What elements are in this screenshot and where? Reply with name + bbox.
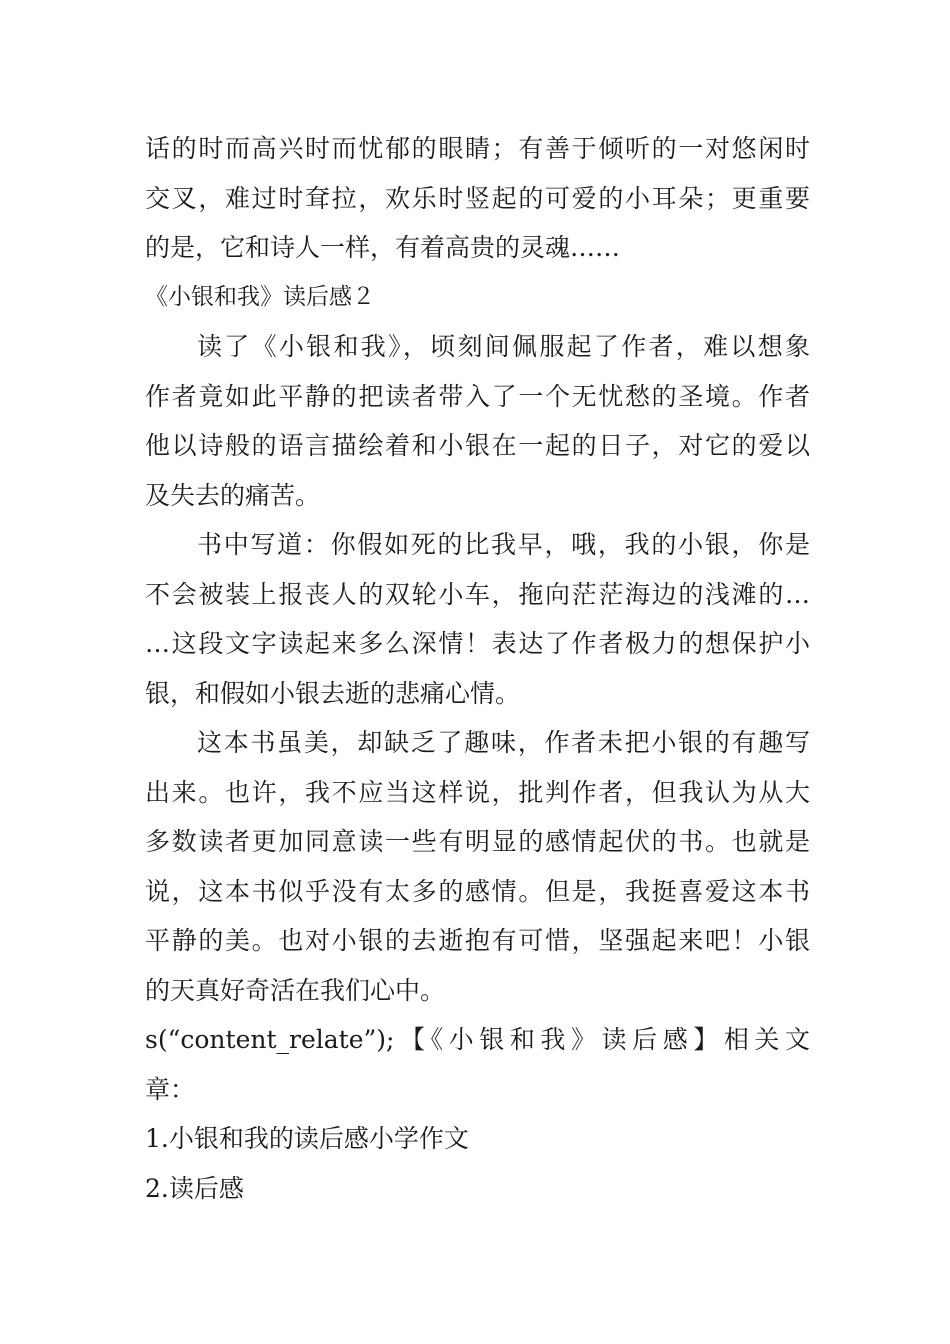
related-articles-heading: s(“content_relate”);【《小银和我》读后感】相关文 (145, 1025, 810, 1054)
paragraph-line: 这本书虽美，却缺乏了趣味，作者未把小银的有趣写 (197, 728, 810, 757)
paragraph-line: 的是，它和诗人一样，有着高贵的灵魂…… (145, 233, 621, 262)
paragraph-line: 不会被装上报丧人的双轮小车，拖向茫茫海边的浅滩的… (145, 579, 810, 609)
related-article-link[interactable]: 2.读后感 (145, 1173, 244, 1203)
paragraph-line: 话的时而高兴时而忧郁的眼睛；有善于倾听的一对悠闲时 (145, 134, 810, 163)
related-article-link[interactable]: 1.小银和我的读后感小学作文 (145, 1124, 469, 1153)
paragraph-line: 及失去的痛苦。 (145, 480, 321, 510)
paragraph-line: 作者竟如此平静的把读者带入了一个无忧愁的圣境。作者 (145, 381, 810, 411)
paragraph-line: 交叉，难过时耷拉，欢乐时竖起的可爱的小耳朵；更重要 (145, 183, 810, 213)
section-title: 《小银和我》读后感２ (145, 283, 375, 310)
paragraph-line: 书中写道：你假如死的比我早，哦，我的小银，你是 (197, 530, 810, 559)
paragraph-line: 读了《小银和我》，顷刻间佩服起了作者，难以想象 (197, 332, 810, 361)
paragraph-line: 出来。也许，我不应当这样说，批判作者，但我认为从大 (145, 777, 810, 807)
paragraph-line: 平静的美。也对小银的去逝抱有可惜，坚强起来吧！小银 (145, 926, 810, 955)
paragraph-line: 说，这本书似乎没有太多的感情。但是，我挺喜爱这本书 (145, 876, 810, 906)
paragraph-line: 银，和假如小银去逝的悲痛心情。 (145, 678, 521, 708)
paragraph-line: 多数读者更加同意读一些有明显的感情起伏的书。也就是 (145, 827, 810, 856)
document-page (145, 124, 810, 1213)
related-articles-heading-cont: 章： (145, 1074, 196, 1104)
paragraph-line: 他以诗般的语言描绘着和小银在一起的日子，对它的爱以 (145, 431, 810, 460)
paragraph-line: …这段文字读起来多么深情！表达了作者极力的想保护小 (145, 629, 810, 658)
paragraph-line: 的天真好奇活在我们心中。 (145, 975, 446, 1005)
